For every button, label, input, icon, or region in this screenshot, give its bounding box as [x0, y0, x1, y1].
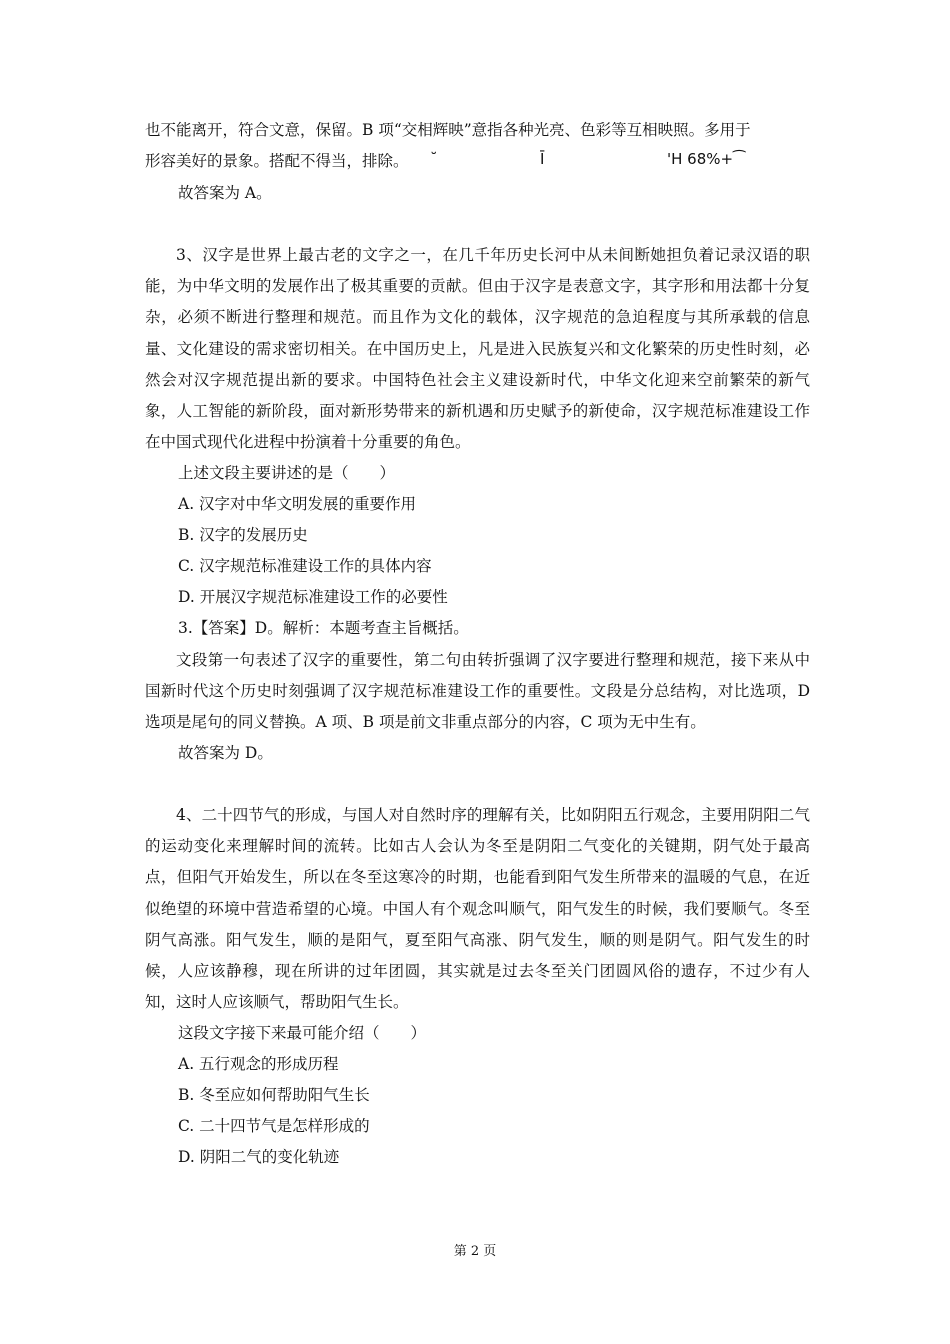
q3-conclusion: 故答案为 D。 — [178, 744, 273, 762]
q4-option-d: D. 阴阳二气的变化轨迹 — [178, 1148, 340, 1166]
scan-artifact-3: 'H 68%+⁀ — [667, 150, 746, 168]
q3-option-b: B. 汉字的发展历史 — [178, 526, 308, 544]
q3-question: 上述文段主要讲述的是（ ） — [178, 464, 396, 482]
prev-analysis-line-1: 也不能离开，符合文意，保留。B 项“交相辉映”意指各种光亮、色彩等互相映照。多用于 — [145, 121, 751, 139]
q4-passage: 4、二十四节气的形成，与国人对自然时序的理解有关，比如阴阳五行观念，主要用阴阳二气的运动变化来理解时间的流转。比如古人会认为冬至是阴阳二气变化的关键期，阴气处于最高点，但阳气开始发生，所以在冬至这寒冷的时期，也能看到阳气发生所带来的温暖的气息，在近似绝望的环境中营造希望的心境。中国人有个观念叫顺气，阳气发生的时候，我们要顺气。冬至阴气高涨。阳气发生，顺的是阳气，夏至阳气高涨、阴气发生，顺的则是阴气。阳气发生的时候，人应该静穆，现在所讲的过年团圆，其实就是过去冬至关门团圆风俗的遗存，不过少有人知，这时人应该顺气，帮助阳气生长。 — [145, 806, 810, 1012]
scan-artifact-1: ˘ — [430, 150, 438, 168]
prev-analysis-line-2: 形容美好的景象。搭配不得当，排除。 — [145, 152, 409, 170]
q4-question: 这段文字接下来最可能介绍（ ） — [178, 1024, 427, 1042]
q4-option-a: A. 五行观念的形成历程 — [178, 1055, 339, 1073]
q3-answer: 3.【答案】D。解析：本题考查主旨概括。 — [178, 619, 469, 637]
q4-option-b: B. 冬至应如何帮助阳气生长 — [178, 1086, 370, 1104]
scan-artifact-2: Ī — [540, 150, 545, 168]
prev-conclusion: 故答案为 A。 — [178, 184, 272, 202]
q3-option-a: A. 汉字对中华文明发展的重要作用 — [178, 495, 417, 513]
q3-analysis: 文段第一句表述了汉字的重要性，第二句由转折强调了汉字要进行整理和规范，接下来从中国新时代这个历史时刻强调了汉字规范标准建设工作的重要性。文段是分总结构，对比选项，D 选项是尾句的同义替换。A 项、B 项是前文非重点部分的内容，C 项为无中生有。 — [145, 651, 810, 732]
q3-passage: 3、汉字是世界上最古老的文字之一，在几千年历史长河中从未间断她担负着记录汉语的职能，为中华文明的发展作出了极其重要的贡献。但由于汉字是表意文字，其字形和用法都十分复杂，必须不断进行整理和规范。而且作为文化的载体，汉字规范的急迫程度与其所承载的信息量、文化建设的需求密切相关。在中国历史上，凡是进入民族复兴和文化繁荣的历史性时刻，必然会对汉字规范提出新的要求。中国特色社会主义建设新时代，中华文化迎来空前繁荣的新气象，人工智能的新阶段，面对新形势带来的新机遇和历史赋予的新使命，汉字规范标准建设工作在中国式现代化进程中扮演着十分重要的角色。 — [145, 246, 810, 452]
q3-option-d: D. 开展汉字规范标准建设工作的必要性 — [178, 588, 448, 606]
q3-option-c: C. 汉字规范标准建设工作的具体内容 — [178, 557, 432, 575]
q4-option-c: C. 二十四节气是怎样形成的 — [178, 1117, 370, 1135]
page-number: 第 2 页 — [453, 1244, 497, 1259]
